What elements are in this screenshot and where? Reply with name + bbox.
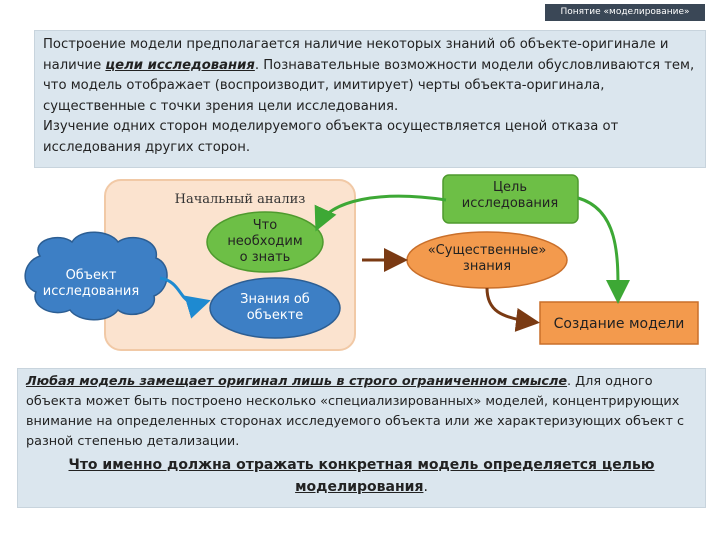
object-label: Объект исследования — [42, 268, 140, 299]
essential-label: «Существенные» знания — [427, 243, 547, 274]
arrow-goal-to-model — [578, 198, 618, 298]
conclusion-emphasis: Что именно должна отражать конкретная модель определяется целью моделирования — [68, 457, 655, 495]
top-text-panel — [34, 30, 706, 168]
lead-emphasis: Любая модель замещает оригинал лишь в строго ограниченном смысле — [26, 374, 568, 389]
top-paragraph-2: Изучение одних сторон моделируемого объекта осуществляется ценой отказа от исследования других сторон. — [43, 119, 619, 155]
diagram — [0, 170, 720, 365]
what-to-know-label: Что необходим о знать — [227, 218, 303, 265]
top-paragraph-1: Построение модели предполагается наличие некоторых знаний об объекте-оригинале и наличие цели исследования. Познавательные возможности модели обусловливаются тем, что модель отображает (воспроизводит, имитирует) черты объекта-оригинала, существенные с точки зрения цели исследования. — [43, 37, 695, 114]
conclusion-line: Что именно должна отражать конкретная модель определяется целью моделирования. — [68, 457, 655, 495]
slide-tag: Понятие «моделирование» — [545, 4, 705, 21]
arrow-essential-to-model — [487, 288, 534, 322]
knowledge-label: Знания об объекте — [240, 292, 310, 323]
bottom-text-panel — [17, 368, 706, 508]
bottom-paragraph: Любая модель замещает оригинал лишь в строго ограниченном смысле. Для одного объекта может быть построено несколько «специализированных» моделей, концентрирующих внимание на определенных сторонах исследуемого объекта или же характеризующих объект с разной степенью детализации. — [26, 374, 685, 449]
create-model-label: Создание модели — [553, 316, 685, 332]
initial-analysis-label: Начальный анализ — [174, 192, 306, 207]
goal-label: Цель исследования — [461, 180, 559, 211]
goal-emphasis: цели исследования — [105, 57, 255, 73]
